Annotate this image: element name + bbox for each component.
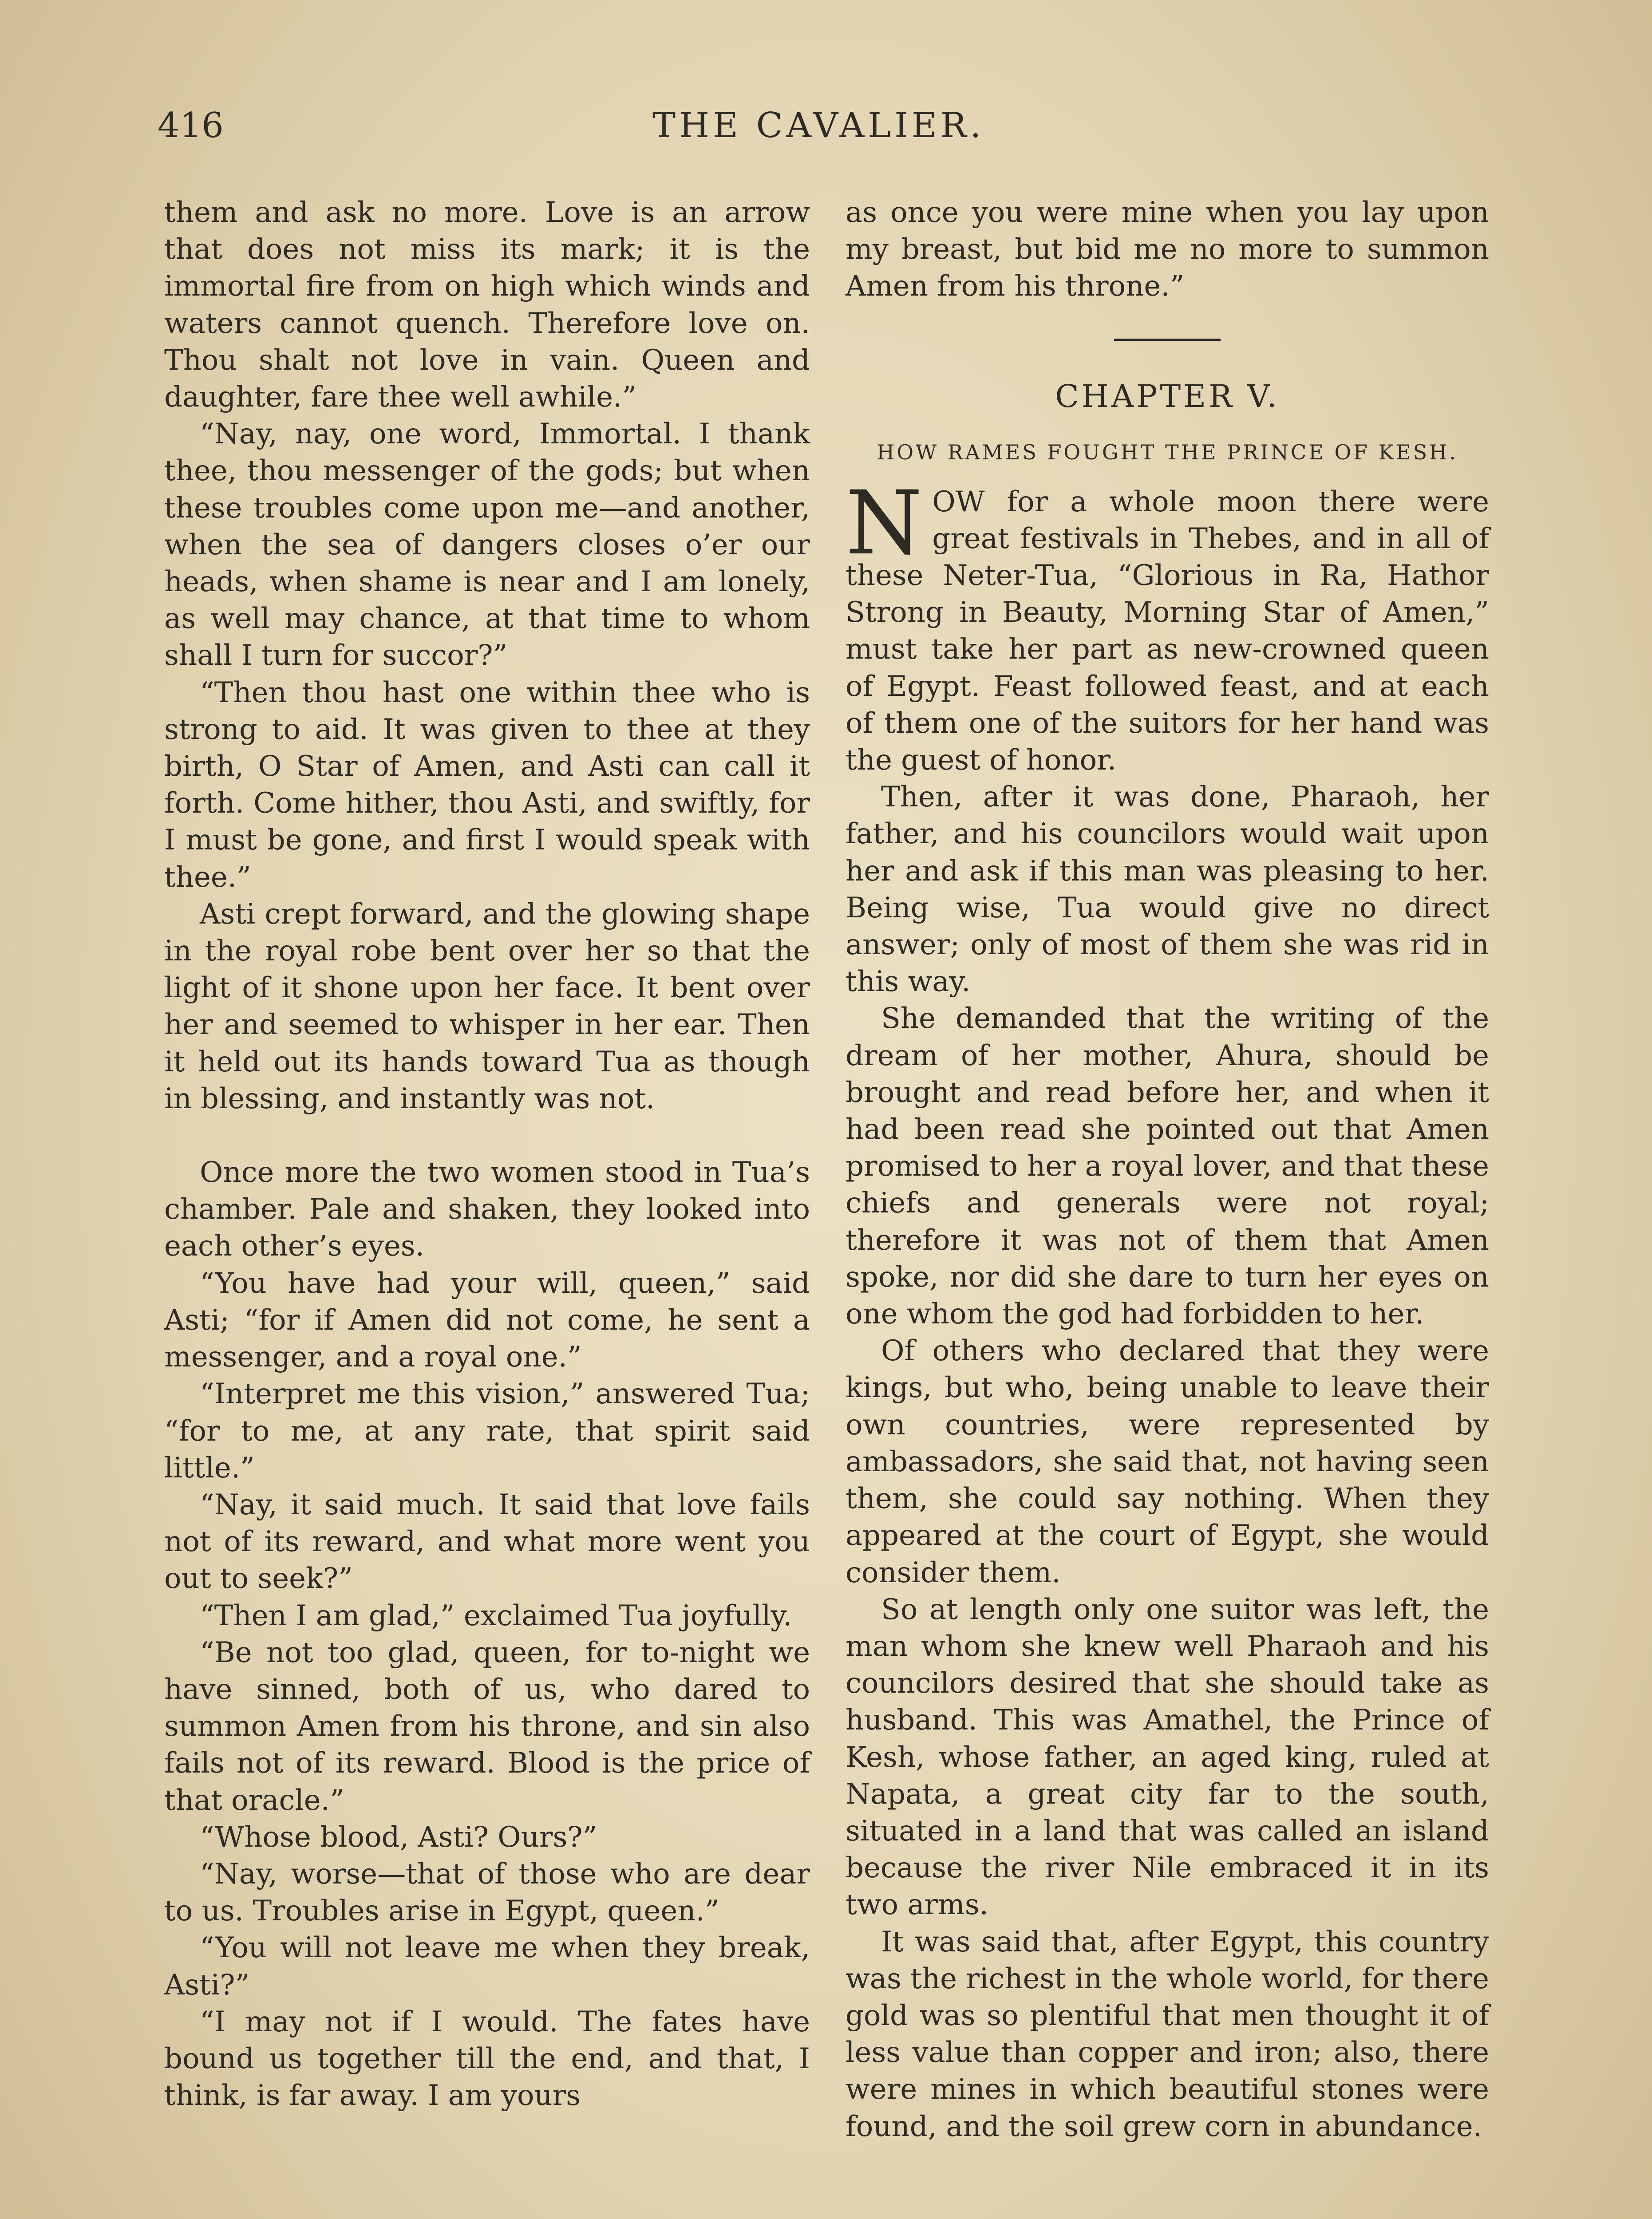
paragraph: She demanded that the writing of the dream of her mother, Ahura, should be brought and read before her, and when it had been read she pointed out that Amen promised to her a royal lover, and that these chiefs and generals were not royal; therefore it was not of them that Amen spoke, nor did she dare to turn her eyes on one whom the god had forbidden to her.: [846, 1002, 1489, 1331]
section-divider: [1114, 339, 1221, 341]
right-column: [846, 194, 1489, 2145]
paragraph: “I may not if I would. The fates have bound us together till the end, and that, I think, is far away. I am yours: [164, 2005, 810, 2112]
paragraph: “You have had your will, queen,” said Asti; “for if Amen did not come, he sent a messenger, and a royal one.”: [164, 1267, 810, 1374]
page-number: 416: [158, 106, 224, 146]
paragraph: “You will not leave me when they break, Asti?”: [164, 1931, 810, 2002]
chapter-title: CHAPTER V.: [1055, 378, 1280, 415]
paragraph: So at length only one suitor was left, the man whom she knew well Pharaoh and his councilors desired that she should take as husband. This was Amathel, the Prince of Kesh, whose father, an aged king, ruled at Napata, a great city far to the south, situated in a land that was called an island because the river Nile embraced it in its two arms.: [846, 1593, 1489, 1922]
chapter-opening-paragraph: [846, 471, 1489, 779]
paragraph: “Whose blood, Asti? Ours?”: [200, 1820, 597, 1854]
paragraph: “Nay, worse—that of those who are dear to us. Troubles arise in Egypt, queen.”: [164, 1857, 810, 1928]
chapter-subtitle: HOW RAMES FOUGHT THE PRINCE OF KESH.: [877, 440, 1458, 464]
paragraph: “Interpret me this vision,” answered Tua; “for to me, at any rate, that spirit said little.”: [164, 1378, 810, 1485]
opening-text: OW for a whole moon there were great festivals in Thebes, and in all of these Neter-Tua, “Glorious in Ra, Hathor Strong in Beauty, Morning Star of Amen,” must take her part as new-crowned queen of Egypt. Feast followed feast, and at each of them one of the suitors for her hand was the guest of honor.: [846, 485, 1489, 777]
paragraph: “Nay, nay, one word, Immortal. I thank thee, thou messenger of the gods; but when these troubles come upon me—and another, when the sea of dangers closes o’er our heads, when shame is near and I am lonely, as well may chance, at that time to whom shall I turn for succor?”: [164, 418, 810, 672]
paragraph: “Then thou hast one within thee who is strong to aid. It was given to thee at they birth, O Star of Amen, and Asti can call it forth. Come hither, thou Asti, and swiftly, for I must be gone, and first I would speak with thee.”: [164, 676, 810, 894]
paragraph: “Then I am glad,” exclaimed Tua joyfully.: [200, 1599, 792, 1632]
paragraph: them and ask no more. Love is an arrow that does not miss its mark; it is the immortal fire from on high which winds and waters cannot quench. Therefore love on. Thou shalt not love in vain. Queen and daughter, fare thee well awhile.”: [164, 196, 810, 414]
paragraph: “Nay, it said much. It said that love fails not of its reward, and what more went you out to seek?”: [164, 1488, 810, 1595]
left-column: [164, 194, 810, 2114]
paragraph: Once more the two women stood in Tua’s chamber. Pale and shaken, they looked into each other’s eyes.: [164, 1156, 810, 1263]
paragraph: Then, after it was done, Pharaoh, her father, and his councilors would wait upon her and ask if this man was pleasing to her. Being wise, Tua would give no direct answer; only of most of them she was rid in this way.: [846, 781, 1489, 999]
running-head: THE CAVALIER.: [652, 106, 985, 146]
paragraph: Of others who declared that they were kings, but who, being unable to leave their own countries, were represented by ambassadors, she said that, not having seen them, she could say nothing. When they appeared at the court of Egypt, she would consider them.: [846, 1335, 1489, 1589]
paragraph: It was said that, after Egypt, this country was the richest in the whole world, for there gold was so plentiful that men thought it of less value than copper and iron; also, there were mines in which beautiful stones were found, and the soil grew corn in abundance.: [846, 1925, 1489, 2143]
paragraph: “Be not too glad, queen, for to-night we have sinned, both of us, who dared to summon Amen from his throne, and sin also fails not of its reward. Blood is the price of that oracle.”: [164, 1636, 810, 1817]
drop-cap: N: [846, 471, 923, 574]
paragraph: Asti crept forward, and the glowing shape in the royal robe bent over her so that the light of it shone upon her face. It bent over her and seemed to whisper in her ear. Then it held out its hands toward Tua as though in blessing, and instantly was not.: [164, 897, 810, 1115]
paragraph: as once you were mine when you lay upon my breast, but bid me no more to summon Amen from his throne.”: [846, 196, 1489, 303]
